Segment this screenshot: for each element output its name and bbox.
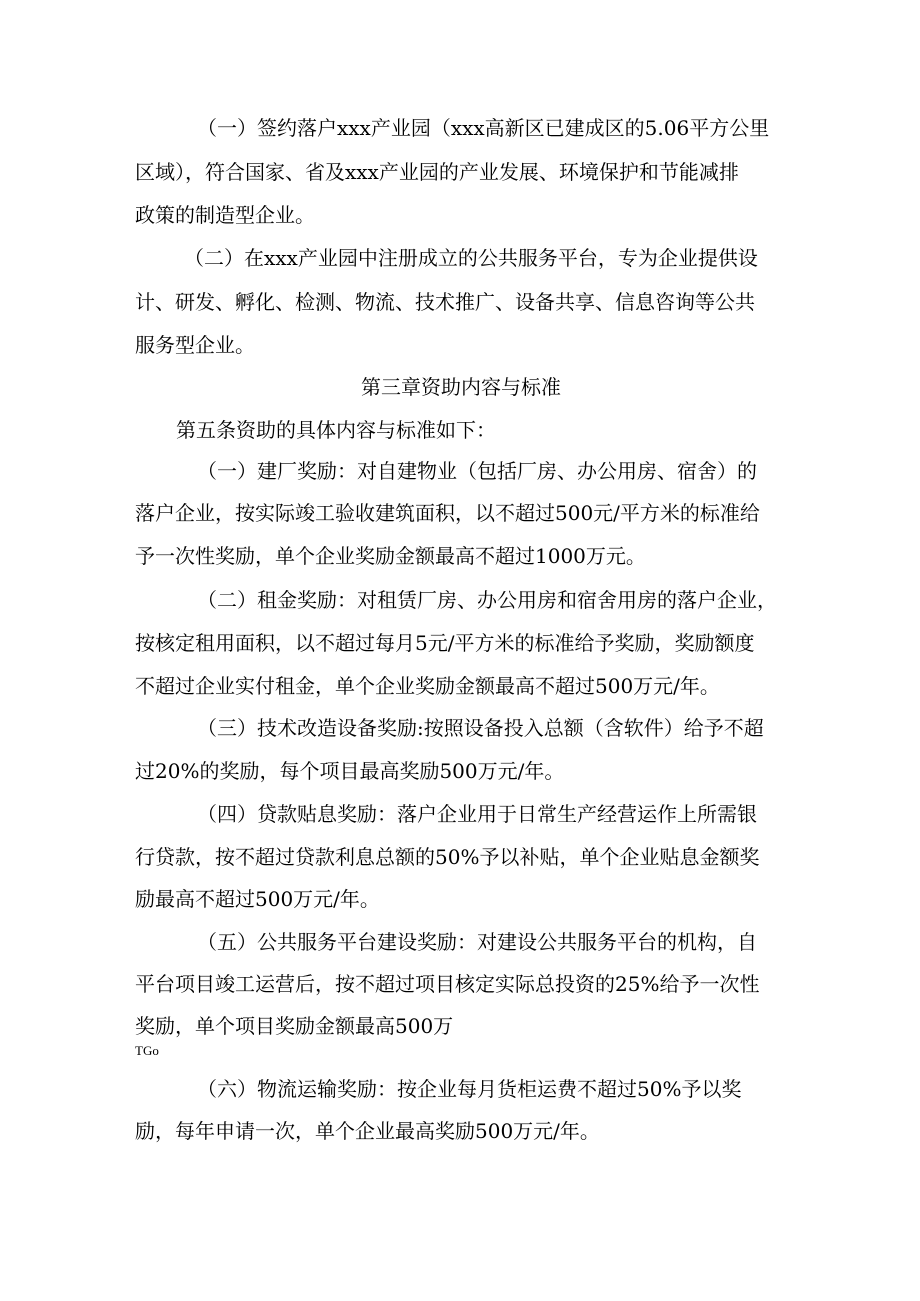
item2-line1: （二）租金奖励：对租赁厂房、办公用房和宿舍用房的落户企业， — [197, 588, 777, 612]
item6-line2: 励，每年申请一次，单个企业最高奖励500万元/年。 — [135, 1119, 600, 1143]
stray-text: TGo — [135, 1043, 159, 1058]
para2-line2: 计、研发、孵化、检测、物流、技术推广、设备共享、信息咨询等公共 — [135, 290, 755, 314]
item2-line2: 按核定租用面积，以不超过每月5元/平方米的标准给予奖励，奖励额度 — [135, 631, 755, 655]
item6-line1: （六）物流运输奖励：按企业每月货柜运费不超过50%予以奖 — [197, 1077, 742, 1101]
chapter-title: 第三章资助内容与标准 — [361, 375, 561, 399]
para1-line1: （一）签约落户xxx产业园（xxx高新区已建成区的5.06平方公里 — [197, 116, 770, 140]
item1-line3: 予一次性奖励，单个企业奖励金额最高不超过1000万元。 — [135, 544, 646, 568]
item5-line2: 平台项目竣工运营后，按不超过项目核定实际总投资的25%给予一次性 — [135, 972, 760, 996]
item4-line1: （四）贷款贴息奖励：落户企业用于日常生产经营运作上所需银 — [197, 802, 757, 826]
item2-line3: 不超过企业实付租金，单个企业奖励金额最高不超过500万元/年。 — [135, 674, 720, 698]
para1-line2: 区域），符合国家、省及xxx产业园的产业发展、环境保护和节能减排 — [135, 160, 739, 184]
item3-line1: （三）技术改造设备奖励:按照设备投入总额（含软件）给予不超 — [197, 716, 764, 740]
item5-line1: （五）公共服务平台建设奖励：对建设公共服务平台的机构，自 — [197, 930, 757, 954]
item3-line2: 过20%的奖励，每个项目最高奖励500万元/年。 — [135, 759, 565, 783]
article-5-heading: 第五条资助的具体内容与标准如下： — [176, 418, 496, 442]
item5-line3: 奖励，单个项目奖励金额最高500万 — [135, 1014, 454, 1038]
para2-line1: （二）在xxx产业园中注册成立的公共服务平台，专为企业提供设 — [184, 246, 758, 270]
item4-line2: 行贷款，按不超过贷款利息总额的50%予以补贴，单个企业贴息金额奖 — [135, 845, 760, 869]
para2-line3: 服务型企业。 — [135, 333, 255, 357]
item4-line3: 励最高不超过500万元/年。 — [135, 887, 380, 911]
item1-line1: （一）建厂奖励：对自建物业（包括厂房、办公用房、宿舍）的 — [197, 459, 757, 483]
para1-line3: 政策的制造型企业。 — [135, 203, 315, 227]
item1-line2: 落户企业，按实际竣工验收建筑面积，以不超过500元/平方米的标准给 — [135, 501, 760, 525]
